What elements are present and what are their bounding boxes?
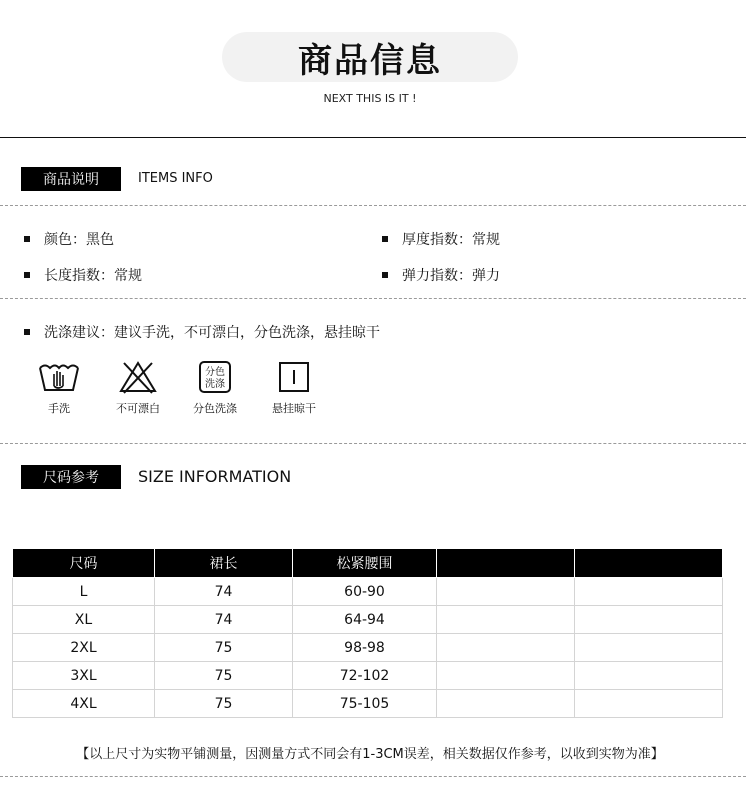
table-cell: XL (13, 606, 155, 634)
care-hang-dry-label: 悬挂晾干 (272, 402, 316, 415)
table-row (13, 690, 723, 718)
length-attribute (24, 265, 142, 285)
column-header-empty (575, 549, 723, 578)
care-wash-separately (175, 360, 255, 416)
care-no-bleach (98, 360, 178, 416)
wash-separately-icon (198, 360, 232, 394)
wash-advice (24, 322, 380, 342)
dotted-divider (0, 298, 746, 299)
size-table-header-row (13, 549, 723, 578)
table-cell (437, 578, 575, 606)
size-table (12, 548, 723, 718)
care-no-bleach-label: 不可漂白 (116, 402, 160, 415)
elasticity-attribute-text: 弹力指数：弹力 (402, 268, 500, 284)
color-attribute (24, 229, 114, 249)
table-cell: 75 (155, 690, 293, 718)
table-cell (437, 662, 575, 690)
bullet-square-icon (24, 329, 30, 335)
table-cell (437, 690, 575, 718)
table-cell (575, 662, 723, 690)
table-cell: L (13, 578, 155, 606)
care-hand-wash (19, 360, 99, 416)
bullet-square-icon (24, 236, 30, 242)
table-cell: 75 (155, 662, 293, 690)
column-header-skirt-length: 裙长 (155, 549, 293, 578)
measurement-note: 【以上尺寸为实物平铺测量，因测量方式不同会有1-3CM误差，相关数据仅作参考，以收到实物为准】 (76, 747, 664, 762)
thickness-attribute (382, 229, 500, 249)
table-cell (575, 690, 723, 718)
items-section-en-title: ITEMS INFO (138, 171, 213, 186)
dotted-divider (0, 205, 746, 206)
length-attribute-text: 长度指数：常规 (44, 268, 142, 284)
table-cell: 60-90 (293, 578, 437, 606)
wash-separately-glyph-bottom: 洗涤 (205, 379, 225, 390)
table-cell (437, 634, 575, 662)
table-row (13, 578, 723, 606)
bullet-square-icon (24, 272, 30, 278)
hand-wash-icon (37, 360, 81, 394)
wash-separately-glyph-top: 分色 (205, 367, 225, 378)
care-hang-dry (254, 360, 334, 416)
header-divider (0, 137, 746, 138)
table-cell (575, 606, 723, 634)
page-subtitle: NEXT THIS IS IT ! (323, 92, 417, 105)
bullet-square-icon (382, 272, 388, 278)
table-cell (575, 578, 723, 606)
table-cell (575, 634, 723, 662)
page-title: 商品信息 (298, 40, 442, 81)
table-cell: 3XL (13, 662, 155, 690)
wash-advice-text: 洗涤建议：建议手洗，不可漂白，分色洗涤，悬挂晾干 (44, 325, 380, 341)
dotted-divider (0, 776, 746, 777)
bullet-square-icon (382, 236, 388, 242)
size-section-tag: 尺码参考 (21, 465, 121, 489)
care-wash-separately-label: 分色洗涤 (193, 402, 237, 415)
table-cell: 4XL (13, 690, 155, 718)
size-section-en-title: SIZE INFORMATION (138, 467, 292, 486)
table-cell (437, 606, 575, 634)
table-row (13, 662, 723, 690)
title-banner (222, 32, 518, 82)
no-bleach-icon (118, 360, 158, 394)
table-cell: 2XL (13, 634, 155, 662)
color-attribute-text: 颜色：黑色 (44, 232, 114, 248)
hang-dry-icon (277, 360, 311, 394)
column-header-empty (437, 549, 575, 578)
table-cell: 98-98 (293, 634, 437, 662)
table-cell: 64-94 (293, 606, 437, 634)
table-cell: 74 (155, 606, 293, 634)
table-row (13, 606, 723, 634)
table-cell: 72-102 (293, 662, 437, 690)
column-header-waist: 松紧腰围 (293, 549, 437, 578)
elasticity-attribute (382, 265, 500, 285)
table-row (13, 634, 723, 662)
items-section-tag: 商品说明 (21, 167, 121, 191)
table-cell: 75 (155, 634, 293, 662)
table-cell: 75-105 (293, 690, 437, 718)
thickness-attribute-text: 厚度指数：常规 (402, 232, 500, 248)
care-hand-wash-label: 手洗 (48, 402, 70, 415)
dotted-divider (0, 443, 746, 444)
table-cell: 74 (155, 578, 293, 606)
column-header-size: 尺码 (13, 549, 155, 578)
